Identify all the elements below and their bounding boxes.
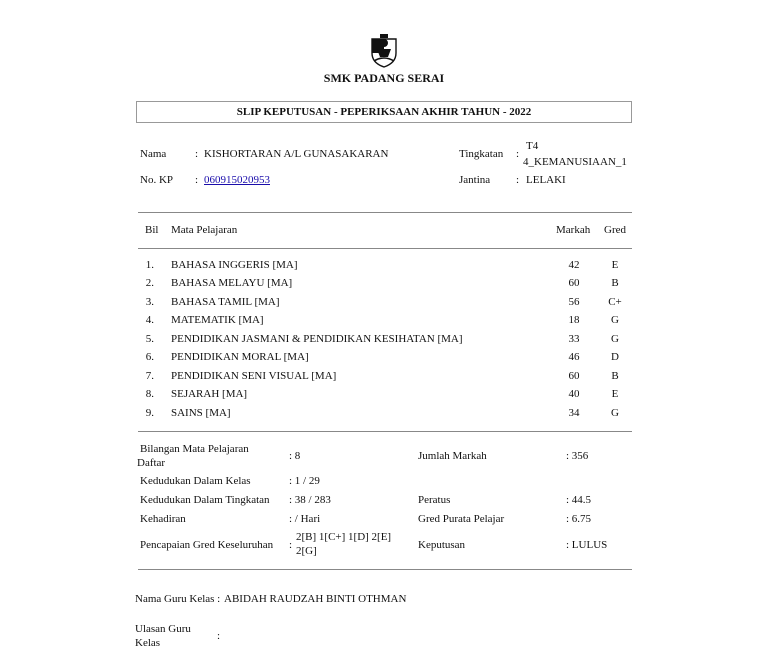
row-mark: 60 bbox=[568, 370, 580, 382]
table-row bbox=[0, 296, 768, 312]
pencapaian-colon: : bbox=[289, 539, 293, 551]
nama-sep: : bbox=[195, 148, 199, 160]
kelas-label: Kedudukan Dalam Kelas bbox=[140, 475, 251, 487]
row-subject: SAINS [MA] bbox=[171, 407, 231, 419]
nama-value: KISHORTARAN A/L GUNASAKARAN bbox=[204, 148, 389, 160]
row-bil: 1. bbox=[145, 259, 154, 271]
row-mark: 34 bbox=[568, 407, 580, 419]
row-mark: 46 bbox=[568, 351, 580, 363]
table-row bbox=[0, 259, 768, 275]
table-bottom-rule bbox=[138, 431, 632, 432]
peratus-label: Peratus bbox=[418, 494, 451, 506]
row-grade: D bbox=[611, 351, 619, 363]
row-bil: 2. bbox=[145, 277, 154, 289]
row-grade: E bbox=[611, 259, 619, 271]
row-subject: BAHASA MELAYU [MA] bbox=[171, 277, 293, 289]
bilangan-label-2: Daftar bbox=[137, 457, 166, 469]
table-row bbox=[0, 407, 768, 423]
table-row bbox=[0, 370, 768, 386]
nokp-sep: : bbox=[195, 174, 199, 186]
table-top-rule bbox=[138, 212, 632, 213]
nokp-link[interactable]: 060915020953 bbox=[204, 174, 270, 186]
ulasan-label-2: Kelas bbox=[135, 637, 161, 649]
row-mark: 42 bbox=[568, 259, 580, 271]
row-grade: G bbox=[611, 407, 619, 419]
row-grade: B bbox=[611, 370, 619, 382]
header-bil: Bil bbox=[145, 224, 159, 236]
row-subject: PENDIDIKAN SENI VISUAL [MA] bbox=[171, 370, 337, 382]
header-grade: Gred bbox=[604, 224, 626, 236]
guru-kelas-value: ABIDAH RAUDZAH BINTI OTHMAN bbox=[224, 593, 407, 605]
gpp-value: : 6.75 bbox=[566, 513, 592, 525]
row-mark: 56 bbox=[568, 296, 580, 308]
table-row bbox=[0, 388, 768, 404]
bilangan-value: : 8 bbox=[289, 450, 301, 462]
gpp-label: Gred Purata Pelajar bbox=[418, 513, 505, 525]
row-subject: BAHASA INGGERIS [MA] bbox=[171, 259, 298, 271]
row-grade: C+ bbox=[608, 296, 622, 308]
pencapaian-label: Pencapaian Gred Keseluruhan bbox=[140, 539, 274, 551]
nama-label: Nama bbox=[140, 148, 167, 160]
peratus-value: : 44.5 bbox=[566, 494, 592, 506]
row-mark: 60 bbox=[568, 277, 580, 289]
row-grade: G bbox=[611, 333, 619, 345]
row-grade: B bbox=[611, 277, 619, 289]
table-header-rule bbox=[138, 248, 632, 249]
slip-title: SLIP KEPUTUSAN - PEPERIKSAAN AKHIR TAHUN - 2022 bbox=[136, 101, 632, 123]
tingkatan-value-2: 4_KEMANUSIAAN_1 bbox=[523, 156, 627, 168]
ulasan-colon: : bbox=[217, 630, 221, 642]
header-mark: Markah bbox=[556, 224, 591, 236]
jumlah-label: Jumlah Markah bbox=[418, 450, 487, 462]
row-bil: 4. bbox=[145, 314, 154, 326]
table-row bbox=[0, 314, 768, 330]
jantina-label: Jantina bbox=[459, 174, 491, 186]
bilangan-label-1: Bilangan Mata Pelajaran bbox=[140, 443, 249, 455]
summary-bottom-rule bbox=[138, 569, 632, 570]
row-grade: E bbox=[611, 388, 619, 400]
tingkatan-rank-label: Kedudukan Dalam Tingkatan bbox=[140, 494, 270, 506]
keputusan-label: Keputusan bbox=[418, 539, 466, 551]
row-subject: PENDIDIKAN JASMANI & PENDIDIKAN KESIHATAN [MA] bbox=[171, 333, 463, 345]
tingkatan-label: Tingkatan bbox=[459, 148, 504, 160]
row-grade: G bbox=[611, 314, 619, 326]
row-subject: SEJARAH [MA] bbox=[171, 388, 248, 400]
row-mark: 18 bbox=[568, 314, 580, 326]
row-bil: 6. bbox=[145, 351, 154, 363]
tingkatan-value-1: T4 bbox=[526, 140, 539, 152]
row-subject: MATEMATIK [MA] bbox=[171, 314, 264, 326]
pencapaian-value-1: 2[B] 1[C+] 1[D] 2[E] bbox=[296, 531, 392, 543]
tingkatan-rank-value: : 38 / 283 bbox=[289, 494, 331, 506]
kehadiran-value: : / Hari bbox=[289, 513, 321, 525]
jantina-sep: : bbox=[516, 174, 520, 186]
kehadiran-label: Kehadiran bbox=[140, 513, 186, 525]
school-crest-logo bbox=[368, 33, 400, 69]
tingkatan-sep: : bbox=[516, 148, 520, 160]
jantina-value: LELAKI bbox=[526, 174, 566, 186]
row-bil: 3. bbox=[145, 296, 154, 308]
header-subject: Mata Pelajaran bbox=[171, 224, 238, 236]
row-bil: 9. bbox=[145, 407, 154, 419]
pencapaian-value-2: 2[G] bbox=[296, 545, 317, 557]
row-subject: BAHASA TAMIL [MA] bbox=[171, 296, 280, 308]
row-bil: 5. bbox=[145, 333, 154, 345]
kelas-value: : 1 / 29 bbox=[289, 475, 320, 487]
table-row bbox=[0, 277, 768, 293]
table-row bbox=[0, 351, 768, 367]
nokp-label: No. KP bbox=[140, 174, 174, 186]
table-row bbox=[0, 333, 768, 349]
jumlah-value: : 356 bbox=[566, 450, 589, 462]
school-name: SMK PADANG SERAI bbox=[323, 71, 445, 85]
row-mark: 40 bbox=[568, 388, 580, 400]
row-bil: 8. bbox=[145, 388, 154, 400]
row-subject: PENDIDIKAN MORAL [MA] bbox=[171, 351, 309, 363]
keputusan-value: : LULUS bbox=[566, 539, 608, 551]
ulasan-label-1: Ulasan Guru bbox=[135, 623, 191, 635]
row-mark: 33 bbox=[568, 333, 580, 345]
row-bil: 7. bbox=[145, 370, 154, 382]
guru-kelas-label: Nama Guru Kelas : bbox=[135, 593, 221, 605]
